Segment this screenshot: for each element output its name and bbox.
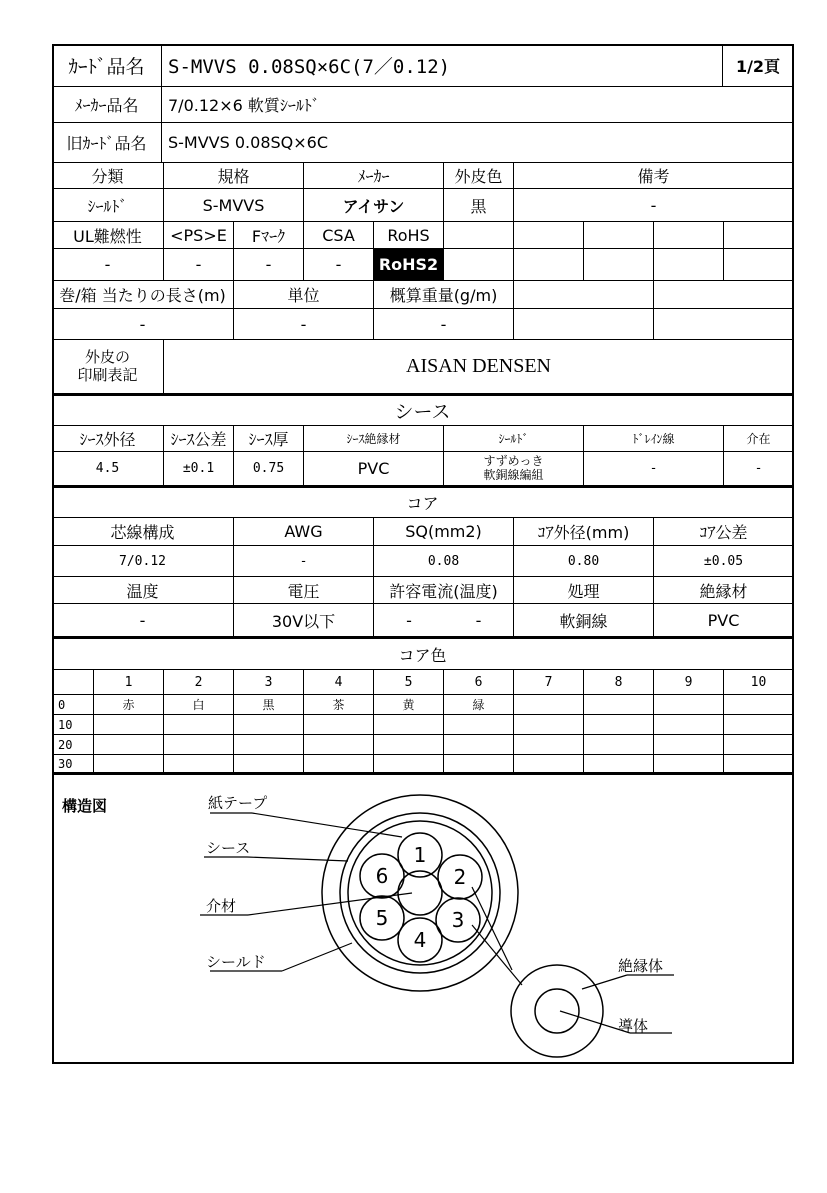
core-color-cell (444, 755, 514, 773)
spec-value-category: ｼｰﾙﾄﾞ (52, 189, 164, 222)
empty-cell (654, 249, 724, 281)
standard-header-csa: CSA (304, 222, 374, 249)
core-color-cell (654, 715, 724, 735)
label-shield: シールド (206, 953, 266, 971)
core-color-row-label: 30 (52, 755, 94, 773)
standard-value-ul: - (52, 249, 164, 281)
approx-weight-value: - (374, 309, 514, 340)
core-color-col-6: 6 (444, 670, 514, 695)
core-color-cell (374, 715, 444, 735)
sheath-header-outer-diameter: ｼｰｽ外径 (52, 426, 164, 452)
empty-cell (514, 281, 654, 309)
core-color-cell (514, 735, 584, 755)
core-color-cell (374, 755, 444, 773)
empty-cell (654, 281, 794, 309)
core-color-cell (374, 735, 444, 755)
core-color-cell (164, 735, 234, 755)
core-color-cell (444, 715, 514, 735)
standard-header-rohs: RoHS (374, 222, 444, 249)
core-color-cell: 白 (164, 695, 234, 715)
empty-cell (584, 222, 654, 249)
core-number-2: 2 (453, 865, 467, 889)
core-value-treatment: 軟銅線 (514, 604, 654, 637)
core-number-6: 6 (375, 864, 389, 888)
maker-name-value: 7/0.12×6 軟質ｼｰﾙﾄﾞ (162, 87, 794, 123)
core-value-temperature: - (52, 604, 234, 637)
core-value-awg: - (234, 546, 374, 577)
length-per-reel-value: - (52, 309, 234, 340)
core-color-cell (724, 715, 794, 735)
length-per-reel-label: 巻/箱 当たりの長さ(m) (52, 281, 234, 309)
core-color-cell (584, 755, 654, 773)
core-value-current-a: - (374, 604, 444, 637)
sheath-title: シース (52, 394, 794, 426)
core-color-cell: 緑 (444, 695, 514, 715)
empty-cell (514, 309, 654, 340)
core-value-core-od: 0.80 (514, 546, 654, 577)
print-label-line1: 外皮の (84, 348, 130, 367)
core-color-cell (584, 715, 654, 735)
empty-cell (724, 249, 794, 281)
core-color-col-4: 4 (304, 670, 374, 695)
core-color-col-3: 3 (234, 670, 304, 695)
sheath-value-tolerance: ±0.1 (164, 452, 234, 486)
core-color-col-9: 9 (654, 670, 724, 695)
sheath-header-shield: ｼｰﾙﾄﾞ (444, 426, 584, 452)
spec-value-standard: S-MVVS (164, 189, 304, 222)
label-conductor: 導体 (618, 1017, 649, 1035)
core-color-cell (234, 755, 304, 773)
core-color-col-5: 5 (374, 670, 444, 695)
sheath-header-insulation: ｼｰｽ絶縁材 (304, 426, 444, 452)
core-color-cell (164, 715, 234, 735)
core-color-cell: 茶 (304, 695, 374, 715)
core-header-core-tol: ｺｱ公差 (654, 518, 794, 546)
empty-cell (444, 222, 514, 249)
conductor-circle (535, 989, 579, 1033)
core-color-cell (724, 735, 794, 755)
maker-name-label: ﾒｰｶｰ品名 (52, 87, 162, 123)
sheath-header-tolerance: ｼｰｽ公差 (164, 426, 234, 452)
insulation-circle (511, 965, 603, 1057)
print-label (52, 340, 164, 394)
spec-header-maker: ﾒｰｶｰ (304, 163, 444, 189)
standard-header-f-mark: Fﾏｰｸ (234, 222, 304, 249)
core-color-cell (304, 755, 374, 773)
core-color-cell (514, 715, 584, 735)
core-value-insulation: PVC (654, 604, 794, 637)
empty-cell (654, 309, 794, 340)
core-color-row-label: 10 (52, 715, 94, 735)
page-number: 1/2頁 (723, 44, 794, 87)
core-color-cell (164, 755, 234, 773)
core-color-cell (234, 735, 304, 755)
standard-header-ul: UL難燃性 (52, 222, 164, 249)
spec-value-remarks: - (514, 189, 794, 222)
empty-cell (584, 249, 654, 281)
standard-value-csa: - (304, 249, 374, 281)
spec-header-remarks: 備考 (514, 163, 794, 189)
core-color-cell (304, 735, 374, 755)
core-color-cell (724, 755, 794, 773)
core-value-current-b: - (444, 604, 514, 637)
core-color-cell (584, 695, 654, 715)
spec-header-category: 分類 (52, 163, 164, 189)
old-card-label: 旧ｶｰﾄﾞ品名 (52, 123, 162, 163)
core-number-1: 1 (413, 843, 427, 867)
core-value-sq: 0.08 (374, 546, 514, 577)
core-color-cell (304, 715, 374, 735)
sheath-value-insulation: PVC (304, 452, 444, 486)
core-color-col-1: 1 (94, 670, 164, 695)
label-paper-tape: 紙テープ (208, 794, 268, 812)
core-header-core-od: ｺｱ外径(mm) (514, 518, 654, 546)
core-color-cell (94, 735, 164, 755)
core-color-cell (654, 735, 724, 755)
spec-value-color: 黒 (444, 189, 514, 222)
core-color-title: コア色 (52, 637, 794, 670)
sheath-header-thickness: ｼｰｽ厚 (234, 426, 304, 452)
standard-header-pse: <PS>E (164, 222, 234, 249)
empty-cell (654, 222, 724, 249)
standard-value-rohs: RoHS2 (374, 249, 444, 281)
core-color-corner (52, 670, 94, 695)
card-name-label: ｶｰﾄﾞ品名 (52, 44, 162, 87)
sheath-header-drain-wire: ﾄﾞﾚｲﾝ線 (584, 426, 724, 452)
standard-value-pse: - (164, 249, 234, 281)
card-name-value: S-MVVS 0.08SQ×6C(7／0.12) (162, 44, 723, 87)
unit-label: 単位 (234, 281, 374, 309)
core-color-cell (584, 735, 654, 755)
shield-line2: 軟銅線編組 (483, 467, 544, 482)
core-title: コア (52, 486, 794, 518)
sheath-value-outer-diameter: 4.5 (52, 452, 164, 486)
core-color-row-label: 20 (52, 735, 94, 755)
core-color-cell: 赤 (94, 695, 164, 715)
old-card-value: S-MVVS 0.08SQ×6C (162, 123, 794, 163)
standard-value-f-mark: - (234, 249, 304, 281)
spec-header-standard: 規格 (164, 163, 304, 189)
unit-value: - (234, 309, 374, 340)
core-color-cell (94, 715, 164, 735)
core-color-cell (94, 755, 164, 773)
spec-header-color: 外皮色 (444, 163, 514, 189)
core-header-insulation: 絶縁材 (654, 577, 794, 604)
core-color-cell (514, 755, 584, 773)
core-color-col-2: 2 (164, 670, 234, 695)
label-filler: 介材 (206, 897, 237, 915)
empty-cell (724, 222, 794, 249)
label-sheath: シース (206, 839, 251, 857)
sheath-value-shield (444, 452, 584, 486)
diagram-section (52, 773, 794, 1064)
core-value-voltage: 30V以下 (234, 604, 374, 637)
core-color-cell (654, 695, 724, 715)
core-color-cell (724, 695, 794, 715)
print-value: AISAN DENSEN (164, 340, 794, 394)
core-header-current: 許容電流(温度) (374, 577, 514, 604)
core-value-core-tol: ±0.05 (654, 546, 794, 577)
core-color-cell (654, 755, 724, 773)
core-header-treatment: 処理 (514, 577, 654, 604)
core-color-row-label: 0 (52, 695, 94, 715)
core-color-cell (234, 715, 304, 735)
core-color-cell (514, 695, 584, 715)
core-color-cell: 黄 (374, 695, 444, 715)
cable-structure-diagram (52, 775, 794, 1064)
core-color-col-10: 10 (724, 670, 794, 695)
core-color-cell (444, 735, 514, 755)
sheath-header-filler: 介在 (724, 426, 794, 452)
spec-value-maker: アイサン (304, 189, 444, 222)
empty-cell (514, 249, 584, 281)
empty-cell (444, 249, 514, 281)
core-header-voltage: 電圧 (234, 577, 374, 604)
core-color-col-8: 8 (584, 670, 654, 695)
sheath-value-filler: - (724, 452, 794, 486)
print-label-line2: 印刷表記 (77, 365, 138, 384)
sheath-value-drain-wire: - (584, 452, 724, 486)
core-header-temperature: 温度 (52, 577, 234, 604)
approx-weight-label: 概算重量(g/m) (374, 281, 514, 309)
diagram-title: 構造図 (62, 797, 108, 815)
core-header-awg: AWG (234, 518, 374, 546)
core-number-5: 5 (375, 906, 389, 930)
core-color-cell: 黒 (234, 695, 304, 715)
core-header-sq: SQ(mm2) (374, 518, 514, 546)
sheath-value-thickness: 0.75 (234, 452, 304, 486)
core-header-strand: 芯線構成 (52, 518, 234, 546)
core-value-strand: 7/0.12 (52, 546, 234, 577)
core-number-4: 4 (413, 928, 427, 952)
label-insulation: 絶縁体 (618, 957, 664, 975)
shield-line1: すずめっき (483, 453, 544, 468)
core-number-3: 3 (451, 908, 465, 932)
core-color-col-7: 7 (514, 670, 584, 695)
empty-cell (514, 222, 584, 249)
